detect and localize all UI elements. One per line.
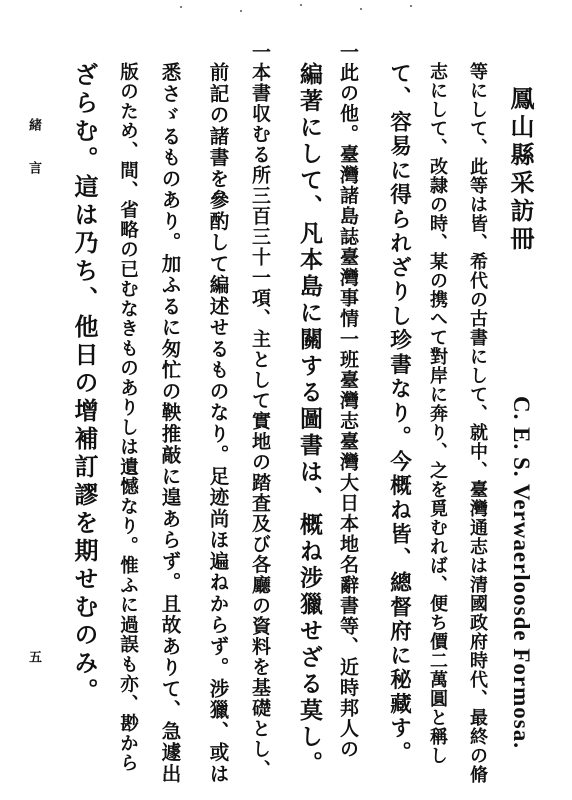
text-column-1: 等にして、此等は皆、希代の古書にして、就中、臺灣通志は清國政府時代、最終の脩 (467, 62, 488, 784)
text-column-6: 一本書収むる所三百三十一項、主として實地の踏査及び各廳の資料を基礎とし、 (249, 42, 271, 780)
page-number: 五 (26, 650, 41, 663)
text-column-4: 一此の他。臺灣諸島誌臺灣事情一班臺灣志臺灣大日本地名辭書等、近時邦人の (337, 42, 359, 760)
section-label: 緒言 (26, 118, 41, 204)
text-column-7: 前記の諸書を參酌して編述せるものなり。足迹尚ほ遍ねからず。涉獵、或は (206, 62, 230, 785)
text-column-10: ざらむ。這は乃ち、他日の增補訂謬を期せむのみ。 (70, 62, 99, 706)
text-column-5: 編著にして、凡本島に關する圖書は、概ね涉獵せざる莫し。 (296, 62, 323, 778)
text-column-2: 志にして、改隷の時、某の携へて對岸に奔り、之を覓むれば、便ち價二萬圓と稱し (427, 62, 448, 765)
text-column-9: 版のため、間、省略の已むなきものありしは遺憾なり。惟ふに過誤も亦、尠から (117, 62, 139, 773)
reference-title: C. E. S. Verwaerloosde Formosa. (509, 396, 534, 749)
text-column-3: て、容易に得られざりし珍書なり。今概ね皆、總督府に秘藏す。 (386, 62, 412, 766)
text-column-8: 悉さゞるものあり。加ふるに匆忙の鞅推敲に遑あらず。且故ありて、急遽出 (158, 62, 182, 785)
book-title: 鳳山縣采訪冊 (506, 86, 535, 254)
scan-speckle (180, 2, 440, 16)
